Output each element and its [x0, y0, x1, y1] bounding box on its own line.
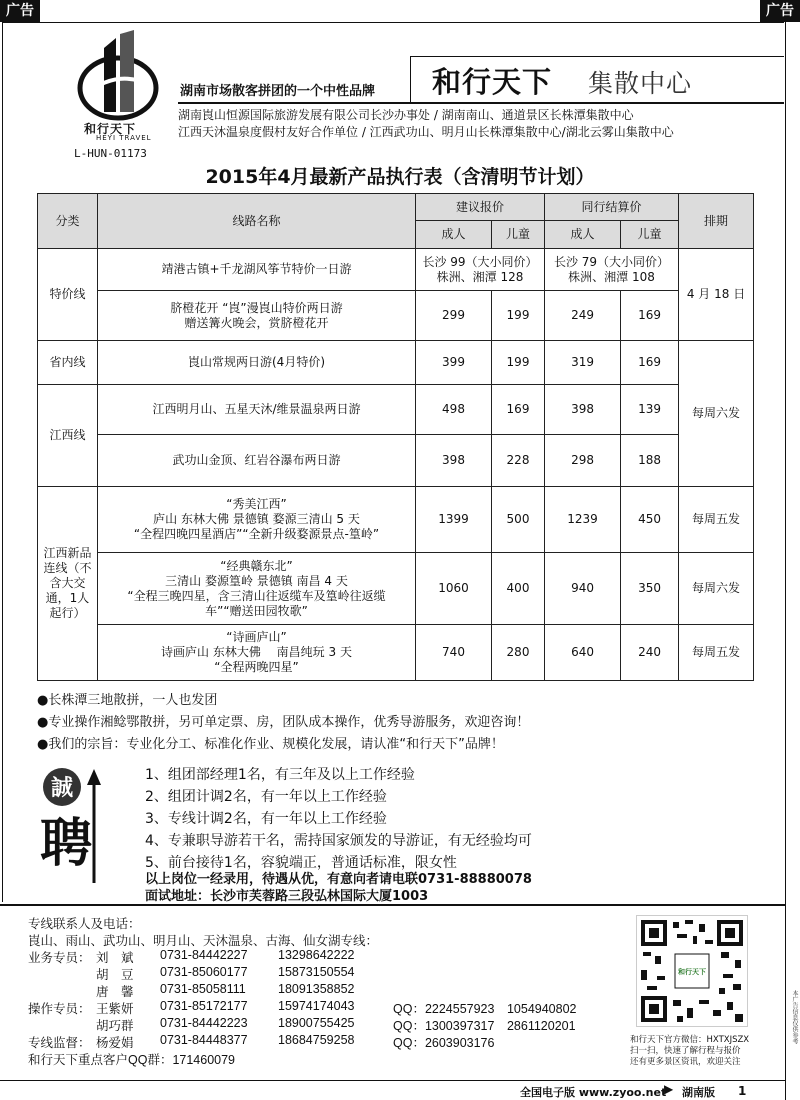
price-cell: 228	[492, 435, 545, 487]
price-cell: 940	[545, 553, 621, 625]
header-peer-child: 儿童	[621, 221, 679, 249]
qr-code-icon	[637, 916, 747, 1026]
price-cell: 1399	[416, 487, 492, 553]
supervisor-label: 专线监督：	[28, 1036, 91, 1050]
route-cell: 武功山金顶、红岩谷瀑布两日游	[98, 435, 416, 487]
header-route: 线路名称	[98, 194, 416, 249]
brand-subtitle: 集散中心	[588, 69, 693, 98]
price-cell: 500	[492, 487, 545, 553]
ad-label-left: 广告	[0, 0, 40, 22]
price-cell: 398	[416, 435, 492, 487]
qq-group: 和行天下重点客户QQ群：171460079	[28, 1053, 236, 1067]
brand-name: 和行天下	[432, 65, 553, 99]
header-suggest-price: 建议报价	[416, 194, 545, 221]
header-category: 分类	[38, 194, 98, 249]
price-cell: 1060	[416, 553, 492, 625]
route-cell: 崀山常规两日游(4月特价)	[98, 341, 416, 385]
table-row	[38, 553, 754, 625]
route-cell: “经典赣东北” 三清山 婺源篁岭 景德镇 南昌 4 天 “全程三晚四星，含三清山往返缆车及篁岭往返缆 车”“赠送田园牧歌”	[98, 553, 416, 625]
page-title: 2015年4月最新产品执行表（含清明节计划）	[205, 166, 595, 188]
supervisor-qq: QQ：2603903176	[393, 1036, 495, 1050]
route-cell: 靖港古镇+千龙湖风筝节特价一日游	[98, 249, 416, 291]
sales-name: 唐 馨	[96, 985, 134, 999]
header-divider	[178, 102, 784, 104]
category-cell: 江西新品连线（不含大交通，1人起行）	[38, 487, 98, 681]
route-cell: 脐橙花开 “崀”漫崀山特价两日游 赠送篝火晚会，赏脐橙花开	[98, 291, 416, 341]
ops-label: 操作专员：	[28, 1002, 91, 1016]
recruit-item: 5、前台接待1名，容貌端正，普通话标准，限女性	[145, 855, 457, 871]
slogan: 湖南市场散客拼团的一个中性品牌	[180, 84, 376, 99]
qr-code[interactable]	[636, 915, 748, 1027]
ops-tel: 0731-84442223	[160, 1016, 248, 1030]
ad-label-right: 广告	[760, 0, 800, 22]
price-cell: 640	[545, 625, 621, 681]
recruit-badge-char: 誠	[50, 776, 74, 801]
qr-caption-3: 还有更多景区资讯，欢迎关注	[630, 1057, 741, 1067]
company-logo	[76, 28, 160, 144]
route-cell: 江西明月山、五星天沐/维景温泉两日游	[98, 385, 416, 435]
route-cell: “秀美江西” 庐山 东林大佛 景德镇 婺源三清山 5 天 “全程四晚四星酒店”“全新升级婺源景点-篁岭”	[98, 487, 416, 553]
company-info-line-1: 湖南崀山恒源国际旅游发展有限公司长沙办事处 / 湖南南山、通道景区长株潭集散中心	[178, 108, 634, 122]
category-cell: 特价线	[38, 249, 98, 341]
qr-caption-1: 和行天下官方微信：HXTXJSZX	[630, 1035, 750, 1045]
table-row	[38, 291, 754, 341]
price-cell: 350	[621, 553, 679, 625]
sales-mobile: 18091358852	[278, 982, 355, 996]
recruit-address: 面试地址：长沙市芙蓉路三段弘林国际大厦1003	[145, 889, 429, 904]
side-note: 本广告信息仅供参考	[791, 990, 798, 1044]
table-row	[38, 487, 754, 553]
suggest-price-cell: 长沙 99（大小同价） 株洲、湘潭 128	[416, 249, 545, 291]
supervisor-name: 杨爱娟	[96, 1036, 134, 1050]
schedule-cell: 4 月 18 日	[679, 249, 754, 341]
sales-tel: 0731-84442227	[160, 948, 248, 962]
price-cell: 450	[621, 487, 679, 553]
price-cell: 280	[492, 625, 545, 681]
schedule-cell: 每周六发	[679, 553, 754, 625]
footer-triangle-icon: ▶	[664, 1082, 674, 1096]
section-divider	[0, 904, 785, 906]
footer-page-number: 1	[738, 1084, 747, 1098]
price-cell: 398	[545, 385, 621, 435]
ops-qq: QQ：1300397317 2861120201	[393, 1019, 576, 1033]
footer-divider	[0, 1080, 785, 1081]
footer-edition: 湖南版	[682, 1086, 715, 1099]
policy-line: ●我们的宗旨：专业化分工、标准化作业、规模化发展，请认准“和行天下”品牌！	[37, 737, 504, 752]
supervisor-mobile: 18684759258	[278, 1033, 355, 1047]
policy-line: ●长株潭三地散拼，一人也发团	[37, 693, 218, 708]
contacts-lines: 崀山、雨山、武功山、明月山、天沐温泉、古海、仙女湖专线：	[28, 934, 379, 948]
table-row	[38, 625, 754, 681]
table-row	[38, 341, 754, 385]
ops-name: 王紫妍	[96, 1002, 134, 1016]
header-peer-adult: 成人	[545, 221, 621, 249]
footer-site[interactable]: 全国电子版 www.zyoo.net	[520, 1086, 667, 1099]
table-row	[38, 249, 754, 291]
sales-tel: 0731-85060177	[160, 965, 248, 979]
price-cell: 400	[492, 553, 545, 625]
price-cell: 740	[416, 625, 492, 681]
schedule-cell: 每周五发	[679, 625, 754, 681]
price-cell: 139	[621, 385, 679, 435]
sales-name: 胡 豆	[96, 968, 134, 982]
contacts-heading: 专线联系人及电话：	[28, 917, 141, 931]
qr-center-text: 和行天下	[678, 968, 706, 976]
recruit-emblem	[32, 765, 112, 890]
price-cell: 188	[621, 435, 679, 487]
ops-name: 胡巧群	[96, 1019, 134, 1033]
price-cell: 199	[492, 291, 545, 341]
sales-mobile: 13298642222	[278, 948, 355, 962]
logo-subtext: HEYI TRAVEL	[96, 134, 152, 142]
sales-label: 业务专员：	[28, 951, 91, 965]
price-cell: 240	[621, 625, 679, 681]
category-cell: 江西线	[38, 385, 98, 487]
ops-mobile: 18900755425	[278, 1016, 355, 1030]
schedule-cell: 每周五发	[679, 487, 754, 553]
price-cell: 298	[545, 435, 621, 487]
logo-emblem-icon	[76, 28, 160, 122]
product-schedule-table	[37, 193, 754, 681]
recruit-contact: 以上岗位一经录用，待遇从优，有意向者请电联0731-88880078	[145, 872, 532, 887]
price-cell: 498	[416, 385, 492, 435]
price-cell: 399	[416, 341, 492, 385]
policy-line: ●专业操作湘鲶鄂散拼，另可单定票、房，团队成本操作，优秀导游服务，欢迎咨询！	[37, 715, 530, 730]
ops-qq: QQ：2224557923 1054940802	[393, 1002, 577, 1016]
recruit-item: 4、专兼职导游若干名，需持国家颁发的导游证，有无经验均可	[145, 833, 532, 849]
price-cell: 169	[492, 385, 545, 435]
price-cell: 169	[621, 291, 679, 341]
price-cell: 1239	[545, 487, 621, 553]
qr-caption-2: 扫一扫，快速了解行程与报价	[630, 1046, 741, 1056]
header-child: 儿童	[492, 221, 545, 249]
supervisor-tel: 0731-84448377	[160, 1033, 248, 1047]
recruit-item: 1、组团部经理1名，有三年及以上工作经验	[145, 767, 415, 783]
recruit-big-char: 聘	[39, 813, 93, 874]
sales-name: 刘 斌	[96, 951, 134, 965]
price-cell: 169	[621, 341, 679, 385]
sales-tel: 0731-85058111	[160, 982, 246, 996]
header-peer-price: 同行结算价	[545, 194, 679, 221]
route-cell: “诗画庐山” 诗画庐山 东林大佛 南昌纯玩 3 天 “全程两晚四星”	[98, 625, 416, 681]
recruit-item: 2、组团计调2名，有一年以上工作经验	[145, 789, 387, 805]
recruit-item: 3、专线计调2名，有一年以上工作经验	[145, 811, 387, 827]
category-cell: 省内线	[38, 341, 98, 385]
sales-mobile: 15873150554	[278, 965, 355, 979]
header-schedule: 排期	[679, 194, 754, 249]
price-cell: 199	[492, 341, 545, 385]
table-row	[38, 385, 754, 435]
price-cell: 319	[545, 341, 621, 385]
peer-price-cell: 长沙 79（大小同价） 株洲、湘潭 108	[545, 249, 679, 291]
logo-text: 和行天下	[84, 122, 137, 136]
price-cell: 299	[416, 291, 492, 341]
table-row	[38, 435, 754, 487]
license-number: L-HUN-01173	[74, 147, 147, 160]
ops-tel: 0731-85172177	[160, 999, 248, 1013]
price-cell: 249	[545, 291, 621, 341]
recruit-emblem-icon	[32, 765, 112, 890]
schedule-cell: 每周六发	[679, 341, 754, 487]
header-adult: 成人	[416, 221, 492, 249]
ops-mobile: 15974174043	[278, 999, 355, 1013]
company-info-line-2: 江西天沐温泉度假村友好合作单位 / 江西武功山、明月山长株潭集散中心/湖北云雾山集散中心	[178, 125, 674, 139]
